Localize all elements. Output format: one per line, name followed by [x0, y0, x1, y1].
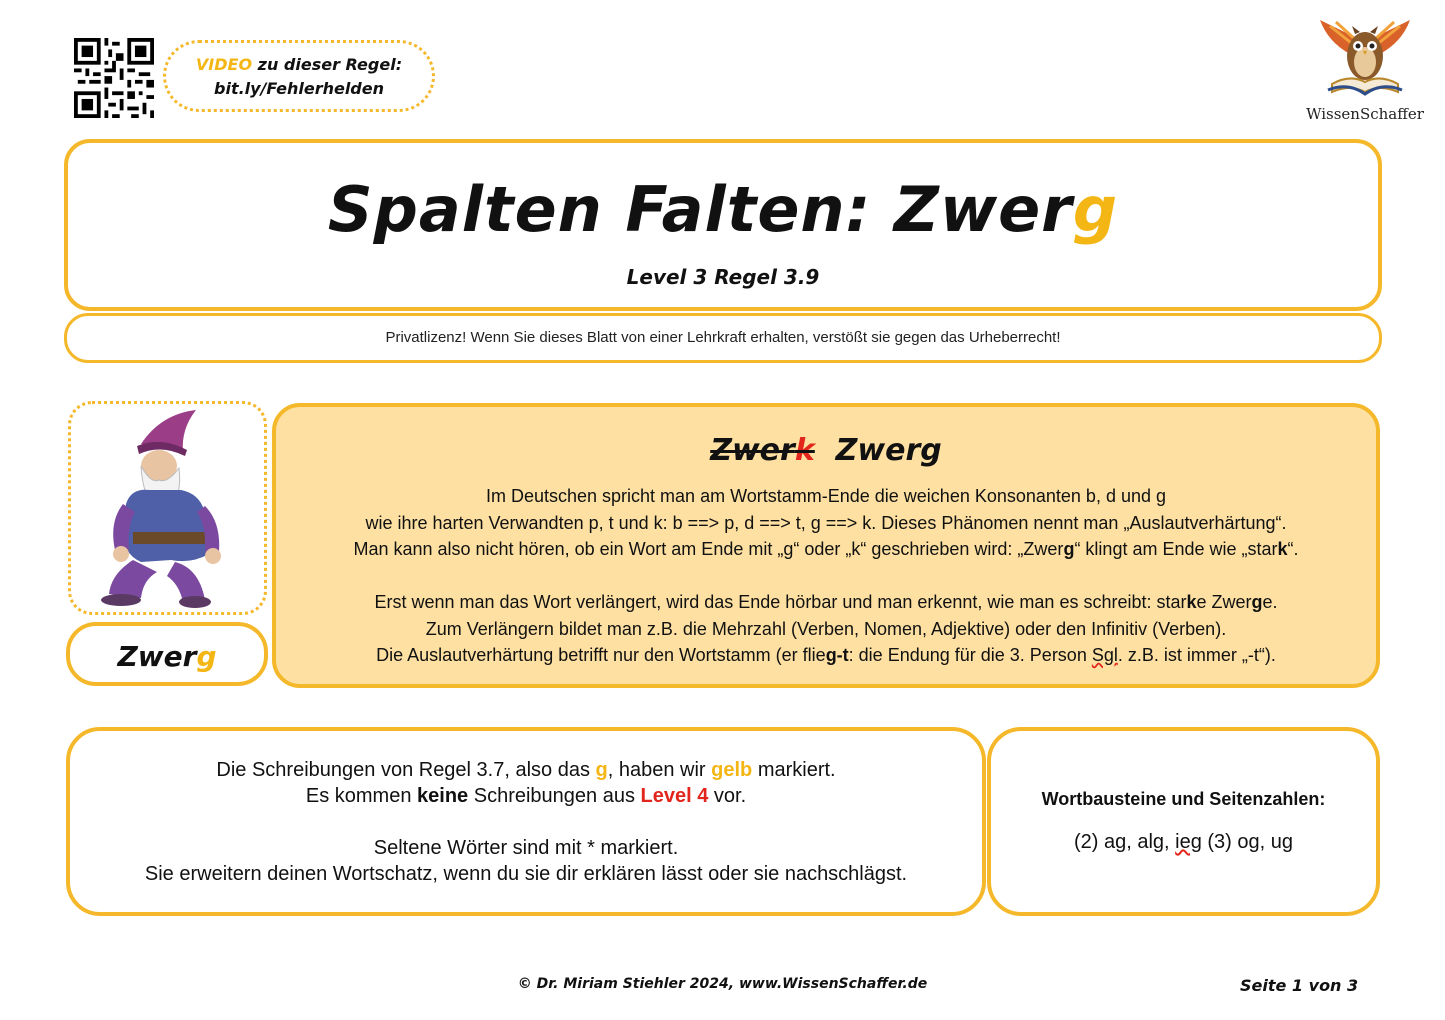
explanation-line: Erst wenn man das Wort verlängert, wird das Ende hörbar und man erkennt, wie man es schreibt: starke Zwerge.	[374, 592, 1278, 612]
footer-copyright: © Dr. Miriam Stiehler 2024, www.WissenSchaffer.de	[517, 976, 928, 992]
wrong-letter: k	[794, 433, 815, 468]
logo	[1300, 12, 1430, 124]
page-title	[68, 173, 1378, 246]
video-label: VIDEO	[195, 55, 253, 74]
wrong-spelling	[710, 433, 815, 468]
wordparts-panel	[987, 727, 1380, 916]
dwarf-illustration-icon	[71, 404, 264, 612]
info-text	[70, 757, 982, 887]
explanation-line: Man kann also nicht hören, ob ein Wort am Ende mit „g“ oder „k“ geschrieben wird: „Zwerg“ klingt am Ende wie „stark“.	[353, 539, 1299, 559]
word-card	[66, 622, 268, 686]
title-panel	[64, 139, 1382, 311]
video-link[interactable]: bit.ly/Fehlerhelden	[214, 79, 384, 98]
right-spelling: Zwerg	[835, 433, 942, 468]
info-line: Es kommen keine Schreibungen aus Level 4 vor.	[305, 785, 747, 807]
word-text: Zwer	[117, 640, 197, 673]
license-panel	[64, 313, 1382, 363]
license-notice: Privatlizenz! Wenn Sie dieses Blatt von einer Lehrkraft erhalten, verstößt sie gegen das Urheberrecht!	[385, 329, 1061, 346]
explanation-line: Zum Verlängern bildet man z.B. die Mehrzahl (Verben, Nomen, Adjektive) oder den Infinitiv (Verben).	[425, 618, 1227, 639]
explanation-line: Im Deutschen spricht man am Wortstamm-Ende die weichen Konsonanten b, d und g	[485, 486, 1167, 506]
explanation-panel	[272, 403, 1380, 688]
qr-code-icon	[74, 38, 154, 118]
page-subtitle: Level 3 Regel 3.9	[626, 265, 820, 289]
wordparts-list: (2) ag, alg, ieg (3) og, ug	[1073, 831, 1294, 853]
title-text: Spalten Falten: Zwer	[327, 173, 1073, 246]
explanation-heading	[276, 433, 1376, 468]
explanation-line: Die Auslautverhärtung betrifft nur den Wortstamm (er flieg-t: die Endung für die 3. Person Sgl. z.B. ist immer „-t“).	[376, 645, 1276, 665]
info-line: Sie erweitern deinen Wortschatz, wenn du sie dir erklären lässt oder sie nachschlägst.	[144, 863, 908, 885]
word-highlight: g	[196, 640, 217, 673]
video-caption-text: zu dieser Regel:	[252, 55, 403, 74]
logo-text: WissenSchaffer	[1306, 105, 1424, 123]
explanation-line: wie ihre harten Verwandten p, t und k: b ==> p, d ==> t, g ==> k. Dieses Phänomen nennt man „Auslautverhärtung“.	[365, 512, 1287, 533]
explanation-text	[276, 483, 1376, 669]
video-link-box[interactable]	[163, 40, 435, 112]
wordparts-title: Wortbausteine und Seitenzahlen:	[1041, 789, 1326, 809]
wrong-stem: Zwer	[710, 433, 795, 468]
info-line: Seltene Wörter sind mit * markiert.	[373, 837, 679, 859]
owl-book-icon	[1310, 12, 1420, 98]
info-line: Die Schreibungen von Regel 3.7, also das g, haben wir gelb markiert.	[216, 759, 836, 781]
dwarf-image-frame	[68, 401, 267, 615]
info-panel	[66, 727, 986, 916]
word-card-word	[70, 640, 264, 673]
page-number: Seite 1 von 3	[1240, 976, 1359, 995]
video-caption	[166, 53, 432, 77]
title-highlight: g	[1072, 173, 1119, 246]
